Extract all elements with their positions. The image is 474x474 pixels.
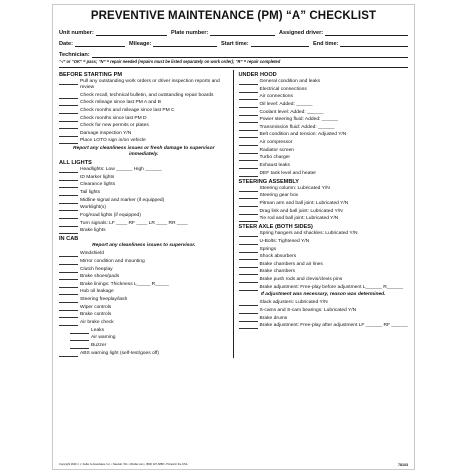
check-blank[interactable]	[239, 239, 258, 245]
check-blank[interactable]	[239, 102, 258, 108]
check-item[interactable]: DEF tank level and heater	[239, 171, 409, 177]
check-item[interactable]: Tie rod and ball joint: Lubricated Y/N	[239, 216, 409, 222]
check-item[interactable]: Check months since last PM D	[59, 116, 229, 122]
check-blank[interactable]	[239, 209, 258, 215]
check-blank[interactable]	[59, 131, 78, 137]
check-item[interactable]: Brake lights	[59, 228, 229, 234]
check-item[interactable]: Headlights: Low ______ High ______	[59, 167, 229, 173]
check-blank[interactable]	[59, 320, 78, 326]
checklist-columns	[59, 70, 408, 358]
check-blank[interactable]	[239, 171, 258, 177]
check-item[interactable]: Worklight(s)	[59, 205, 229, 211]
check-blank[interactable]	[59, 205, 78, 211]
check-blank[interactable]	[59, 213, 78, 219]
check-blank[interactable]	[239, 277, 258, 283]
check-blank[interactable]	[59, 175, 78, 181]
check-blank[interactable]	[59, 190, 78, 196]
check-item[interactable]: U-Bolts: Tightened Y/N	[239, 239, 409, 245]
section-heading: BEFORE STARTING PM	[59, 72, 122, 78]
footer	[59, 463, 408, 467]
check-item[interactable]: Midline signal and marker (if equipped)	[59, 198, 229, 204]
check-item[interactable]: Windshield	[59, 251, 229, 257]
check-item[interactable]: Clutch freeplay	[59, 267, 229, 273]
check-item[interactable]: Damage inspection Y/N	[59, 131, 229, 137]
check-item[interactable]: S-cams and S-cam bearings: Lubricated Y/N	[239, 308, 409, 314]
check-blank[interactable]	[59, 79, 78, 85]
check-item[interactable]: Brake adjustment: Free-play after adjustment LF ______ RF ______	[239, 323, 409, 329]
check-item[interactable]: Oil level: Added: ______	[239, 102, 409, 108]
section-note: If adjustment was necessary, reason was determined.	[260, 292, 386, 298]
check-item[interactable]: Pitman arm and ball joint: Lubricated Y/N	[239, 201, 409, 207]
assigned-driver-field[interactable]: Assigned driver:	[279, 28, 408, 36]
check-item[interactable]: Brake drums	[239, 316, 409, 322]
unit-number-field[interactable]: Unit number:	[59, 28, 171, 36]
check-item[interactable]: Exhaust leaks	[239, 163, 409, 169]
check-blank[interactable]	[59, 351, 78, 357]
section-heading: STEER AXLE (BOTH SIDES)	[238, 224, 313, 231]
check-item[interactable]: Clearance lights	[59, 182, 229, 188]
check-blank[interactable]	[59, 282, 78, 288]
check-item[interactable]: Drag link and ball joint: Lubricated Y/N	[239, 209, 409, 215]
check-blank[interactable]	[59, 251, 78, 257]
check-blank[interactable]	[239, 323, 258, 329]
check-blank[interactable]	[239, 163, 258, 169]
check-item[interactable]: Power steering fluid: Added: ______	[239, 117, 409, 123]
copyright-text: Copyright 2020 J. J. Keller & Associates, Inc. • Neenah, WI • JJKeller.com • (800) 327-6868 • Printed in the USA	[59, 463, 188, 466]
check-blank[interactable]	[70, 343, 89, 349]
check-blank[interactable]	[59, 221, 78, 227]
check-item[interactable]: Brake chambers	[239, 269, 409, 275]
check-blank[interactable]	[239, 87, 258, 93]
check-item[interactable]: Steering column: Lubricated Y/N	[239, 186, 409, 192]
check-blank[interactable]	[239, 79, 258, 85]
check-item[interactable]: Brake push rods and clevis/clevis pins	[239, 277, 409, 283]
section-heading: ALL LIGHTS	[59, 160, 92, 167]
check-blank[interactable]	[239, 132, 258, 138]
check-blank[interactable]	[59, 116, 78, 122]
check-item[interactable]: Check for new permits or plates	[59, 123, 229, 129]
check-blank[interactable]	[239, 193, 258, 199]
mileage-field[interactable]: Mileage:	[129, 39, 221, 47]
check-blank[interactable]	[239, 155, 258, 161]
check-blank[interactable]	[59, 267, 78, 273]
header-row-2	[59, 36, 408, 47]
check-item[interactable]: Mirror condition and mounting	[59, 259, 229, 265]
check-item[interactable]: Check recall, technical bulletin, and outstanding repair boards	[59, 93, 229, 99]
check-item[interactable]: Air warning	[59, 335, 229, 341]
check-blank[interactable]	[239, 269, 258, 275]
check-item[interactable]: General condition and leaks	[239, 79, 409, 85]
end-time-field[interactable]: End time:	[313, 39, 408, 47]
check-blank[interactable]	[59, 297, 78, 303]
check-blank[interactable]	[59, 138, 78, 144]
check-item[interactable]: Slack adjusters: Lubricated Y/N	[239, 300, 409, 306]
section-heading: IN CAB	[59, 236, 79, 243]
header-row-1	[59, 25, 408, 36]
header-row-3	[59, 47, 408, 58]
check-item[interactable]: Brake shoes/pads	[59, 274, 229, 280]
check-item[interactable]: Wiper controls	[59, 305, 229, 311]
check-item[interactable]: Steering freeplay/lash	[59, 297, 229, 303]
check-blank[interactable]	[239, 231, 258, 237]
check-item[interactable]: Coolant level: Added: ______	[239, 110, 409, 116]
check-item[interactable]: Air compressor	[239, 140, 409, 146]
check-item[interactable]: Transmission fluid: Added: ______	[239, 125, 409, 131]
check-item[interactable]: Belt condition and tension: Adjusted Y/N	[239, 132, 409, 138]
check-item[interactable]: Springs	[239, 247, 409, 253]
check-item[interactable]: Buzzer	[59, 343, 229, 349]
check-item[interactable]: Air brake check	[59, 320, 229, 326]
right-column	[234, 70, 409, 358]
check-blank[interactable]	[239, 316, 258, 322]
check-item[interactable]: Fog/road lights (if equipped)	[59, 213, 229, 219]
check-item[interactable]: Shock absorbers	[239, 254, 409, 260]
check-blank[interactable]	[70, 335, 89, 341]
check-item[interactable]: Air connections	[239, 94, 409, 100]
check-blank[interactable]	[239, 201, 258, 207]
check-blank[interactable]	[239, 216, 258, 222]
check-blank[interactable]	[70, 328, 89, 334]
check-item[interactable]: Electrical connections	[239, 87, 409, 93]
check-blank[interactable]	[239, 300, 258, 306]
check-blank[interactable]	[239, 125, 258, 131]
date-field[interactable]: Date:	[59, 39, 129, 47]
check-blank[interactable]	[59, 198, 78, 204]
check-blank[interactable]	[239, 110, 258, 116]
check-item[interactable]: ABS warning light (self-test/goes off)	[59, 351, 229, 357]
check-blank[interactable]	[239, 94, 258, 100]
check-blank[interactable]	[59, 305, 78, 311]
check-item[interactable]: Pull any outstanding work orders or driver inspection reports and review	[59, 79, 229, 91]
check-item[interactable]: Check months and mileage since last PM C	[59, 108, 229, 114]
check-item[interactable]: Brake chambers and air lines	[239, 262, 409, 268]
check-item[interactable]: Brake adjustment: Free-play before adjustment L______ R______	[239, 285, 409, 291]
check-item[interactable]: ID Marker lights	[59, 175, 229, 181]
check-blank[interactable]	[239, 254, 258, 260]
check-blank[interactable]	[59, 100, 78, 106]
check-blank[interactable]	[59, 167, 78, 173]
check-blank[interactable]	[239, 148, 258, 154]
checklist-form	[52, 4, 415, 470]
legend: “√” or “OK” = pass; “N” = repair needed (repairs must be listed separately on work order); “R” = repair completed	[59, 59, 408, 68]
check-item[interactable]: Turbo charger	[239, 155, 409, 161]
check-blank[interactable]	[239, 285, 258, 291]
section-heading: UNDER HOOD	[238, 72, 277, 78]
section-note: Report any cleanliness issues or fresh damage to supervisor immediately.	[72, 146, 215, 158]
check-blank[interactable]	[59, 182, 78, 188]
technician-field[interactable]: Technician:	[59, 50, 408, 58]
check-item[interactable]: Radiator screen	[239, 148, 409, 154]
check-item[interactable]: Tail lights	[59, 190, 229, 196]
check-item[interactable]: Turn signals: LF ____ RF ____ LR ____ RR ____	[59, 221, 229, 227]
check-blank[interactable]	[59, 228, 78, 234]
section-note: Report any cleanliness issues to supervisor.	[92, 243, 196, 249]
check-blank[interactable]	[239, 308, 258, 314]
check-item[interactable]: Brake controls	[59, 312, 229, 318]
check-blank[interactable]	[59, 123, 78, 129]
plate-number-field[interactable]: Plate number:	[171, 28, 279, 36]
check-blank[interactable]	[59, 289, 78, 295]
check-item[interactable]: Leaks	[59, 328, 229, 334]
check-item[interactable]: Spring hangers and shackles: Lubricated Y/N	[239, 231, 409, 237]
check-blank[interactable]	[239, 117, 258, 123]
check-item[interactable]: Place LOTO sign in/on vehicle	[59, 138, 229, 144]
section-heading: STEERING ASSEMBLY	[238, 178, 300, 185]
check-blank[interactable]	[59, 93, 78, 99]
start-time-field[interactable]: Start time:	[221, 39, 313, 47]
check-item[interactable]: Check mileage since last PM A and B	[59, 100, 229, 106]
check-item[interactable]: Steering gear box	[239, 193, 409, 199]
form-title: PREVENTIVE MAINTENANCE (PM) “A” CHECKLIST	[90, 10, 377, 22]
check-item[interactable]: Brake linings: Thickness L_____ R_____	[59, 282, 229, 288]
check-blank[interactable]	[239, 247, 258, 253]
check-blank[interactable]	[59, 274, 78, 280]
form-number: 78103	[398, 463, 408, 467]
check-blank[interactable]	[59, 108, 78, 114]
check-blank[interactable]	[239, 186, 258, 192]
left-column	[59, 70, 234, 358]
check-blank[interactable]	[59, 312, 78, 318]
check-blank[interactable]	[239, 262, 258, 268]
check-blank[interactable]	[59, 259, 78, 265]
check-item[interactable]: Hub oil leakage	[59, 289, 229, 295]
check-blank[interactable]	[239, 140, 258, 146]
